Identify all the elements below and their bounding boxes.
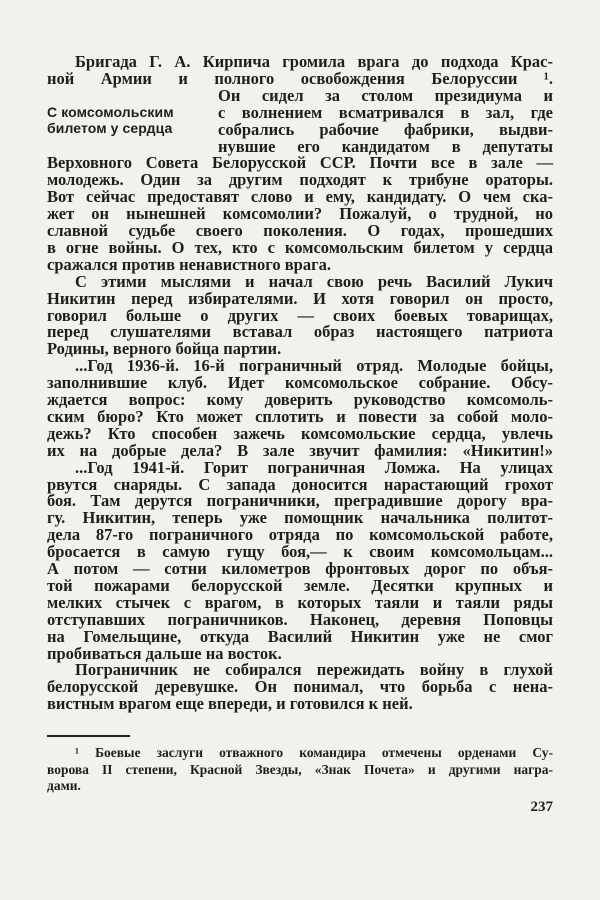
text-line: белорусской деревушке. Он понимал, что борьба с нена- (47, 677, 553, 697)
text-line: пробиваться дальше на восток. (47, 643, 282, 663)
text-line: говорил больше о других — своих боевых товарищах, (47, 305, 553, 325)
text-line: той пожарами белорусской земле. Десятки крупных и (47, 575, 553, 595)
text-line: боя. Там дерутся пограничники, преградившие дорогу вра- (47, 491, 553, 511)
footnote-line: ворова II степени, Красной Звезды, «Знак Почета» и другими награ- (47, 761, 553, 777)
page-number: 237 (530, 799, 553, 815)
footnote-line: ¹ Боевые заслуги отважного командира отмечены орденами Су- (75, 745, 553, 760)
text-line: рвутся снаряды. С запада доносится нарастающий грохот (47, 474, 553, 494)
text-line: Пограничник не собирался пережидать войну в глухой (75, 660, 553, 680)
text-line: ским бюро? Кто может сплотить и повести за собой моло- (47, 406, 553, 426)
text-line: С этими мыслями и начал свою речь Василий Лукич (75, 271, 553, 291)
text-line: отступавших пограничников. Наконец, деревня Поповцы (47, 609, 553, 629)
text-line: Родины, верного бойца партии. (47, 339, 282, 359)
text-line: жет он нынешней комсомолии? Пожалуй, о трудной, но (47, 204, 553, 224)
text-line: Никитин перед избирателями. И хотя говорил он просто, (47, 288, 553, 308)
text-line: Вот сейчас предоставят слово и ему, кандидату. О чем ска- (47, 187, 553, 207)
text-line: ной Армии и полного освобождения Белоруссии ¹. (47, 68, 553, 88)
text-line: на Гомельщине, откуда Василий Никитин уже не смог (47, 626, 553, 646)
text-line: с волнением всматривался в зал, где (218, 102, 553, 122)
text-line: сражался против ненавистного врага. (47, 254, 331, 274)
text-line: А потом — сотни километров фронтовых дорог по объя- (47, 559, 553, 578)
text-line: дежь? Кто способен зажечь комсомольские сердца, увлечь (47, 423, 553, 443)
text-line: их на добрые дела? В зале звучит фамилия: «Никитин!» (47, 440, 553, 460)
text-line: ждается вопрос: кому доверить руководство комсомоль- (47, 390, 553, 409)
footnote-line: дами. (47, 778, 81, 793)
text-line: Он сидел за столом президиума и (218, 85, 553, 105)
text-line: славной судьбе своего поколения. О годах, прошедших (47, 221, 553, 240)
text-line: бросается в самую гущу боя,— к своим комсомольцам... (47, 542, 553, 562)
text-line: вистным врагом еще впереди, и готовился к ней. (47, 694, 413, 714)
text-line: в огне войны. О тех, кто с комсомольским билетом у сердца (47, 237, 553, 257)
side-heading-line: С комсомольским (47, 104, 174, 120)
text-line: мелких стычек с врагом, в которых таяли и таяли ряды (47, 592, 553, 612)
text-line: молодежь. Один за другим подходят к трибуне ораторы. (47, 170, 553, 190)
text-line: заполнившие клуб. Идет комсомольское собрание. Обсу- (47, 373, 553, 393)
text-line: гу. Никитин, теперь уже помощник начальника политот- (47, 508, 553, 528)
text-line: собрались рабочие фабрики, выдви- (218, 119, 553, 139)
footnote-divider (47, 735, 130, 737)
text-line: ...Год 1936-й. 16-й пограничный отряд. Молодые бойцы, (75, 356, 553, 376)
side-heading-line: билетом у сердца (47, 120, 173, 136)
text-line: ...Год 1941-й. Горит пограничная Ломжа. На улицах (75, 457, 553, 477)
text-line: перед слушателями вставал образ настоящего патриота (47, 322, 553, 342)
text-line: Бригада Г. А. Кирпича громила врага до подхода Крас- (75, 52, 553, 71)
text-line: Верховного Совета Белорусской ССР. Почти все в зале — (47, 153, 553, 173)
text-line: дела 87-го пограничного отряда по комсомольской работе, (47, 525, 553, 545)
text-line: нувшие его кандидатом в депутаты (218, 136, 553, 156)
